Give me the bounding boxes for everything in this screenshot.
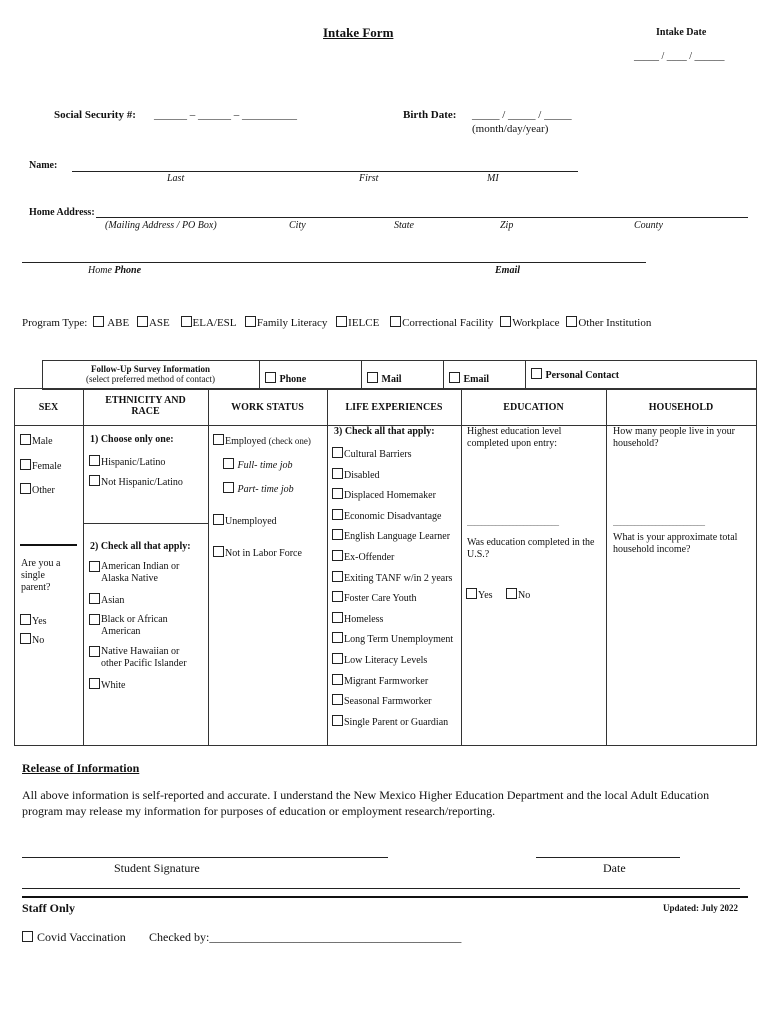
col-work-header: WORK STATUS [231,402,304,413]
race-white-checkbox[interactable] [89,678,100,689]
followup-mail-checkbox[interactable] [367,372,378,383]
program-abe-checkbox[interactable] [93,316,104,327]
program-ielce-checkbox[interactable] [336,316,347,327]
race-white-option[interactable]: White [89,678,125,691]
life-q3: 3) Check all that apply: [334,426,435,437]
program-type-label: Program Type: [22,317,88,329]
address-mailing-caption: (Mailing Address / PO Box) [105,220,217,231]
unemployed-checkbox[interactable] [213,514,224,525]
address-city-caption: City [289,220,306,231]
updated-date: Updated: July 2022 [663,903,739,913]
ethnicity-q2: 2) Check all that apply: [90,541,191,552]
education-us-question: Was education completed in the U.S.? [467,537,595,560]
life-option-long-term-unemployment[interactable]: Long Term Unemployment [332,632,453,645]
education-us-no-option[interactable]: No [506,588,530,601]
education-highest-field[interactable]: __________________________ [467,517,558,527]
household-income-question: What is your approximate total household income? [613,532,738,555]
name-field[interactable] [72,171,578,172]
staff-divider [22,896,748,898]
life-option-checkbox[interactable] [332,468,343,479]
program-ela-checkbox[interactable] [181,316,192,327]
birth-date-field[interactable]: _____ / _____ / _____ [472,109,572,121]
education-us-no-checkbox[interactable] [506,588,517,599]
sex-female-checkbox[interactable] [20,459,31,470]
followup-personal-contact-checkbox[interactable] [531,368,542,379]
followup-phone-option[interactable]: Phone [265,372,306,385]
life-option-homeless[interactable]: Homeless [332,612,383,625]
intake-date-label: Intake Date [656,27,707,38]
checked-by-field[interactable]: Checked by:__________________________________________ [149,930,462,944]
sex-other-checkbox[interactable] [20,483,31,494]
name-label: Name: [29,160,58,171]
form-title: Intake Form [323,25,394,40]
not-hispanic-checkbox[interactable] [89,475,100,486]
col-sex-header: SEX [38,402,59,413]
full-time-checkbox[interactable] [223,458,234,469]
followup-title: Follow-Up Survey Information [91,364,210,374]
intake-date-field[interactable]: _____ / ____ / ______ [634,51,725,62]
life-option-checkbox[interactable] [332,509,343,520]
part-time-option[interactable]: Part- time job [223,482,294,495]
single-parent-no-checkbox[interactable] [20,633,31,644]
student-signature-caption: Student Signature [114,861,200,875]
followup-email-option[interactable]: Email [449,372,489,385]
education-us-yes-checkbox[interactable] [466,588,477,599]
life-option-seasonal-farmworker[interactable]: Seasonal Farmworker [332,694,431,707]
life-option-checkbox[interactable] [332,653,343,664]
life-option-checkbox[interactable] [332,674,343,685]
life-option-english-language-learner[interactable]: English Language Learner [332,529,450,542]
not-in-labor-force-checkbox[interactable] [213,546,224,557]
not-in-labor-force-option[interactable]: Not in Labor Force [213,546,302,559]
employed-checkbox[interactable] [213,434,224,445]
life-option-exiting-tanf-w-in-2-years[interactable]: Exiting TANF w/in 2 years [332,571,452,584]
part-time-checkbox[interactable] [223,482,234,493]
life-option-displaced-homemaker[interactable]: Displaced Homemaker [332,488,436,501]
release-title: Release of Information [22,761,140,775]
student-signature-field[interactable] [22,857,388,858]
followup-subtitle: (select preferred method of contact) [86,374,215,384]
full-time-option[interactable]: Full- time job [223,458,293,471]
race-american-indian-option[interactable]: American Indian or Alaska Native [89,561,199,585]
followup-phone-checkbox[interactable] [265,372,276,383]
life-option-migrant-farmworker[interactable]: Migrant Farmworker [332,674,428,687]
race-black-checkbox[interactable] [89,614,100,625]
followup-mail-option[interactable]: Mail [367,372,402,385]
life-option-checkbox[interactable] [332,488,343,499]
email-caption: Email [495,265,521,276]
race-asian-option[interactable]: Asian [89,593,124,606]
life-option-checkbox[interactable] [332,612,343,623]
unemployed-option[interactable]: Unemployed [213,514,277,527]
hispanic-checkbox[interactable] [89,455,100,466]
race-native-hawaiian-checkbox[interactable] [89,646,100,657]
life-option-checkbox[interactable] [332,632,343,643]
single-parent-yes-checkbox[interactable] [20,614,31,625]
life-option-low-literacy-levels[interactable]: Low Literacy Levels [332,653,427,666]
name-mi-caption: MI [487,173,499,184]
program-family-literacy-checkbox[interactable] [245,316,256,327]
race-black-option[interactable]: Black or African American [89,614,199,638]
date-caption: Date [603,861,626,875]
home-address-field[interactable] [96,217,748,218]
program-correctional-checkbox[interactable] [390,316,401,327]
single-parent-question: Are you a single parent? [21,558,61,593]
program-type-row: Program Type: ABE ASE ELA/ESL Family Literacy IELCE Correctional Facility Workplace Other Institution [22,317,652,329]
race-american-indian-checkbox[interactable] [89,561,100,572]
home-address-label: Home Address: [29,207,95,218]
ssn-field[interactable]: ______ – ______ – __________ [154,109,297,121]
sex-female-option[interactable]: Female [20,459,61,472]
address-county-caption: County [634,220,663,231]
life-option-checkbox[interactable] [332,550,343,561]
col-household-header: HOUSEHOLD [648,402,714,413]
household-size-question: How many people live in your household? [613,426,735,449]
address-zip-caption: Zip [500,220,514,231]
life-option-checkbox[interactable] [332,694,343,705]
birth-date-label: Birth Date: [403,109,457,121]
address-state-caption: State [394,220,414,231]
education-us-yes-option[interactable]: Yes [466,588,493,601]
birth-date-hint: (month/day/year) [472,123,549,135]
col-ethnicity-header: ETHNICITY AND RACE [105,395,186,417]
home-phone-caption: Home Phone [88,265,142,276]
life-option-checkbox[interactable] [332,591,343,602]
sex-male-option[interactable]: Male [20,434,53,447]
followup-email-checkbox[interactable] [449,372,460,383]
life-option-checkbox[interactable] [332,571,343,582]
program-other-checkbox[interactable] [566,316,577,327]
col-life-header: LIFE EXPERIENCES [345,402,443,413]
program-ase-checkbox[interactable] [137,316,148,327]
life-option-economic-disadvantage[interactable]: Economic Disadvantage [332,509,441,522]
signature-date-field[interactable] [536,857,680,858]
single-parent-yes-option[interactable]: Yes [20,614,47,627]
home-phone-field[interactable] [22,262,350,263]
education-highest-question: Highest education level completed upon entry: [467,426,562,449]
life-option-cultural-barriers[interactable]: Cultural Barriers [332,447,411,460]
single-parent-no-option[interactable]: No [20,633,44,646]
race-asian-checkbox[interactable] [89,593,100,604]
life-option-checkbox[interactable] [332,715,343,726]
staff-only-title: Staff Only [22,901,76,915]
covid-vaccination-checkbox[interactable] [22,931,33,942]
release-text: All above information is self-reported and accurate. I understand the New Mexico Higher Education Department and the local Adult Education program may release my information for purposes of education or employment research/reporting. [22,788,710,818]
ethnicity-q1: 1) Choose only one: [90,434,174,445]
race-native-hawaiian-option[interactable]: Native Hawaiian or other Pacific Islander [89,646,201,670]
sex-other-option[interactable]: Other [20,483,55,496]
ssn-label: Social Security #: [54,109,136,121]
name-last-caption: Last [167,173,185,184]
life-option-disabled[interactable]: Disabled [332,468,380,481]
life-option-single-parent-or-guardian[interactable]: Single Parent or Guardian [332,715,448,728]
col-education-header: EDUCATION [503,402,564,413]
email-field[interactable] [350,262,646,263]
life-option-checkbox[interactable] [332,529,343,540]
covid-vaccination-option[interactable]: Covid Vaccination [22,930,126,945]
not-hispanic-option[interactable]: Not Hispanic/Latino [89,475,183,488]
program-workplace-checkbox[interactable] [500,316,511,327]
sex-male-checkbox[interactable] [20,434,31,445]
life-option-foster-care-youth[interactable]: Foster Care Youth [332,591,417,604]
household-size-field[interactable]: __________________________ [613,517,704,527]
name-first-caption: First [359,173,379,184]
hispanic-option[interactable]: Hispanic/Latino [89,455,165,468]
life-option-checkbox[interactable] [332,447,343,458]
life-option-ex-offender[interactable]: Ex-Offender [332,550,394,563]
followup-personal-contact-option[interactable]: Personal Contact [531,368,619,381]
employed-option[interactable]: Employed (check one) [213,434,311,447]
